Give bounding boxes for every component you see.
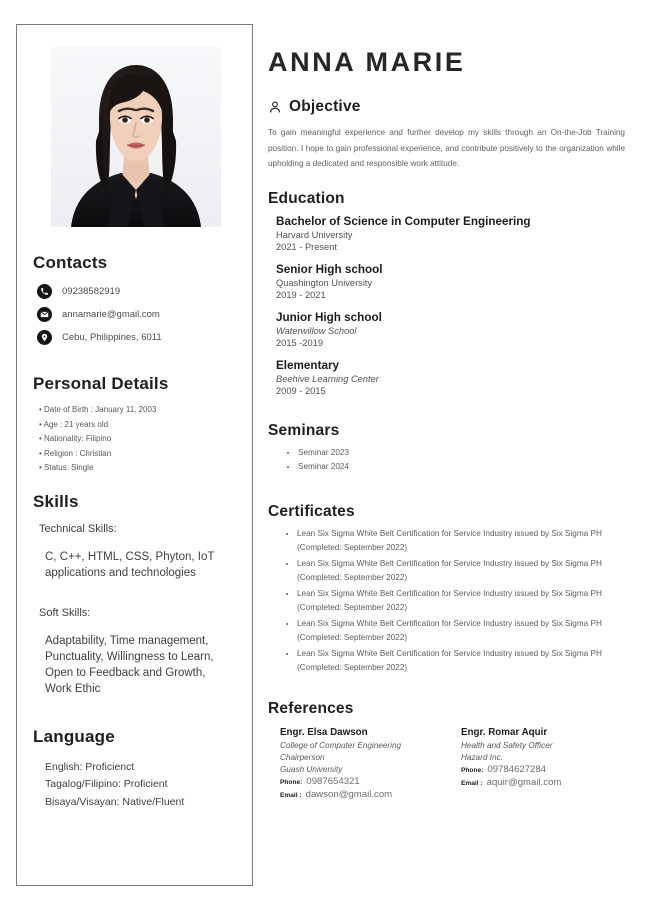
email-icon: [37, 307, 52, 322]
education-degree: Junior High school: [276, 310, 382, 324]
reference-name: Engr. Elsa Dawson: [280, 726, 368, 738]
profile-photo: [51, 47, 221, 227]
reference-name: Engr. Romar Aquir: [461, 726, 548, 738]
reference-phone-label: Phone:: [461, 766, 484, 774]
personal-detail-item: • Nationality: Filipino: [39, 432, 253, 447]
contact-email[interactable]: [37, 305, 253, 324]
location-pin-icon: [37, 330, 52, 345]
education-years: 2009 - 2015: [276, 386, 326, 396]
reference-email-label: Email :: [280, 792, 302, 800]
education-years: 2021 - Present: [276, 242, 337, 252]
contact-phone-value: 09238582919: [62, 286, 121, 297]
education-item: [276, 262, 632, 302]
education-list: [276, 214, 632, 398]
reference-line: Chairperson: [280, 752, 325, 762]
technical-skills-label: Technical Skills:: [39, 522, 117, 535]
reference-line: Health and Safety Officer: [461, 740, 553, 750]
reference-phone: [461, 764, 632, 777]
personal-detail-item: • Age : 21 years old: [39, 418, 253, 433]
reference-email: [280, 789, 451, 802]
education-years: 2019 - 2021: [276, 290, 326, 300]
skills-heading: Skills: [33, 491, 79, 511]
seminar-item: • Seminar 2023: [298, 446, 632, 461]
reference-phone-label: Phone:: [280, 779, 303, 787]
seminars-list: [268, 446, 632, 475]
personal-detail-item: • Status: Single: [39, 461, 253, 476]
contact-location-value: Cebu, Philippines, 6011: [62, 332, 162, 343]
certificates-title: Certificates: [268, 502, 355, 520]
reference-line: Hazard Inc.: [461, 752, 503, 762]
personal-detail-item: • Religion : Christian: [39, 447, 253, 462]
references-list: [280, 726, 632, 803]
reference-email-label: Email :: [461, 779, 483, 787]
language-item: Bisaya/Visayan: Native/Fluent: [45, 795, 185, 808]
seminar-item: • Seminar 2024: [298, 460, 632, 475]
contacts-list: [37, 282, 253, 347]
reference-line: Guash University: [280, 764, 343, 774]
education-title: Education: [268, 189, 345, 207]
certificate-item: • Lean Six Sigma White Belt Certification for Service Industry issued by Six Sigma PH (Completed: September 2022): [297, 557, 632, 586]
reference-line: College of Computer Engineering: [280, 740, 402, 750]
certificate-item: • Lean Six Sigma White Belt Certification for Service Industry issued by Six Sigma PH (Completed: September 2022): [297, 527, 632, 556]
education-org: Beehive Learning Center: [276, 373, 379, 384]
objective-title: Objective: [289, 98, 361, 115]
person-icon: [268, 100, 282, 114]
contact-phone[interactable]: [37, 282, 253, 301]
contact-email-value: annamarie@gmail.com: [62, 309, 160, 320]
education-item: [276, 214, 632, 254]
portrait-photo-icon: [51, 47, 221, 227]
main-column: [268, 0, 632, 802]
education-degree: Senior High school: [276, 262, 383, 276]
reference-email-value: dawson@gmail.com: [305, 789, 393, 801]
reference-phone-value: 0987654321: [306, 776, 360, 788]
language-item: English: Proficienct: [45, 760, 135, 773]
reference-phone: [280, 776, 451, 789]
education-item: [276, 310, 632, 350]
education-item: [276, 358, 632, 398]
personal-details-list: [39, 403, 253, 476]
language-list: [45, 759, 253, 812]
education-years: 2015 -2019: [276, 338, 324, 348]
reference-phone-value: 09784627284: [487, 763, 547, 775]
soft-skills-label: Soft Skills:: [39, 606, 91, 619]
references-title: References: [268, 699, 354, 717]
technical-skills-body: C, C++, HTML, CSS, Phyton, IoT applications and technologies: [45, 550, 215, 579]
sidebar: [16, 24, 253, 886]
contacts-heading: Contacts: [33, 253, 108, 272]
education-org: Waterwillow School: [276, 325, 357, 336]
reference-item: [280, 726, 451, 803]
personal-details-heading: Personal Details: [33, 374, 169, 393]
phone-icon: [37, 284, 52, 299]
reference-email-value: aquir@gmail.com: [486, 776, 562, 788]
contact-location[interactable]: [37, 328, 253, 347]
objective-section-header: [268, 98, 632, 116]
page-title: ANNA MARIE: [268, 47, 466, 77]
certificate-item: • Lean Six Sigma White Belt Certification for Service Industry issued by Six Sigma PH (Completed: September 2022): [297, 617, 632, 646]
objective-text: To gain meaningful experience and further develop my skills through an On-the-Job Training position. I hope to gain professional experience, and contribute positively to the organization while upholding a dedicated and responsible work attitude.: [268, 128, 625, 168]
soft-skills-body: Adaptability, Time management, Punctuality, Willingness to Learn, Open to Feedback and Growth, Work Ethic: [45, 634, 214, 695]
sidebar-content: [17, 253, 253, 811]
personal-detail-item: • Date of Birth : January 11, 2003: [39, 403, 253, 418]
language-heading: Language: [33, 726, 115, 746]
reference-email: [461, 777, 632, 790]
seminars-title: Seminars: [268, 421, 340, 439]
certificate-item: • Lean Six Sigma White Belt Certification for Service Industry issued by Six Sigma PH (Completed: September 2022): [297, 587, 632, 616]
certificates-list: [268, 527, 632, 676]
education-degree: Elementary: [276, 358, 340, 372]
reference-item: [461, 726, 632, 803]
education-degree: Bachelor of Science in Computer Engineering: [276, 214, 531, 228]
language-item: Tagalog/Filipino: Proficient: [45, 778, 168, 790]
education-org: Quashington University: [276, 277, 373, 288]
certificate-item: • Lean Six Sigma White Belt Certification for Service Industry issued by Six Sigma PH (Completed: September 2022): [297, 647, 632, 676]
education-org: Harvard University: [276, 229, 353, 240]
